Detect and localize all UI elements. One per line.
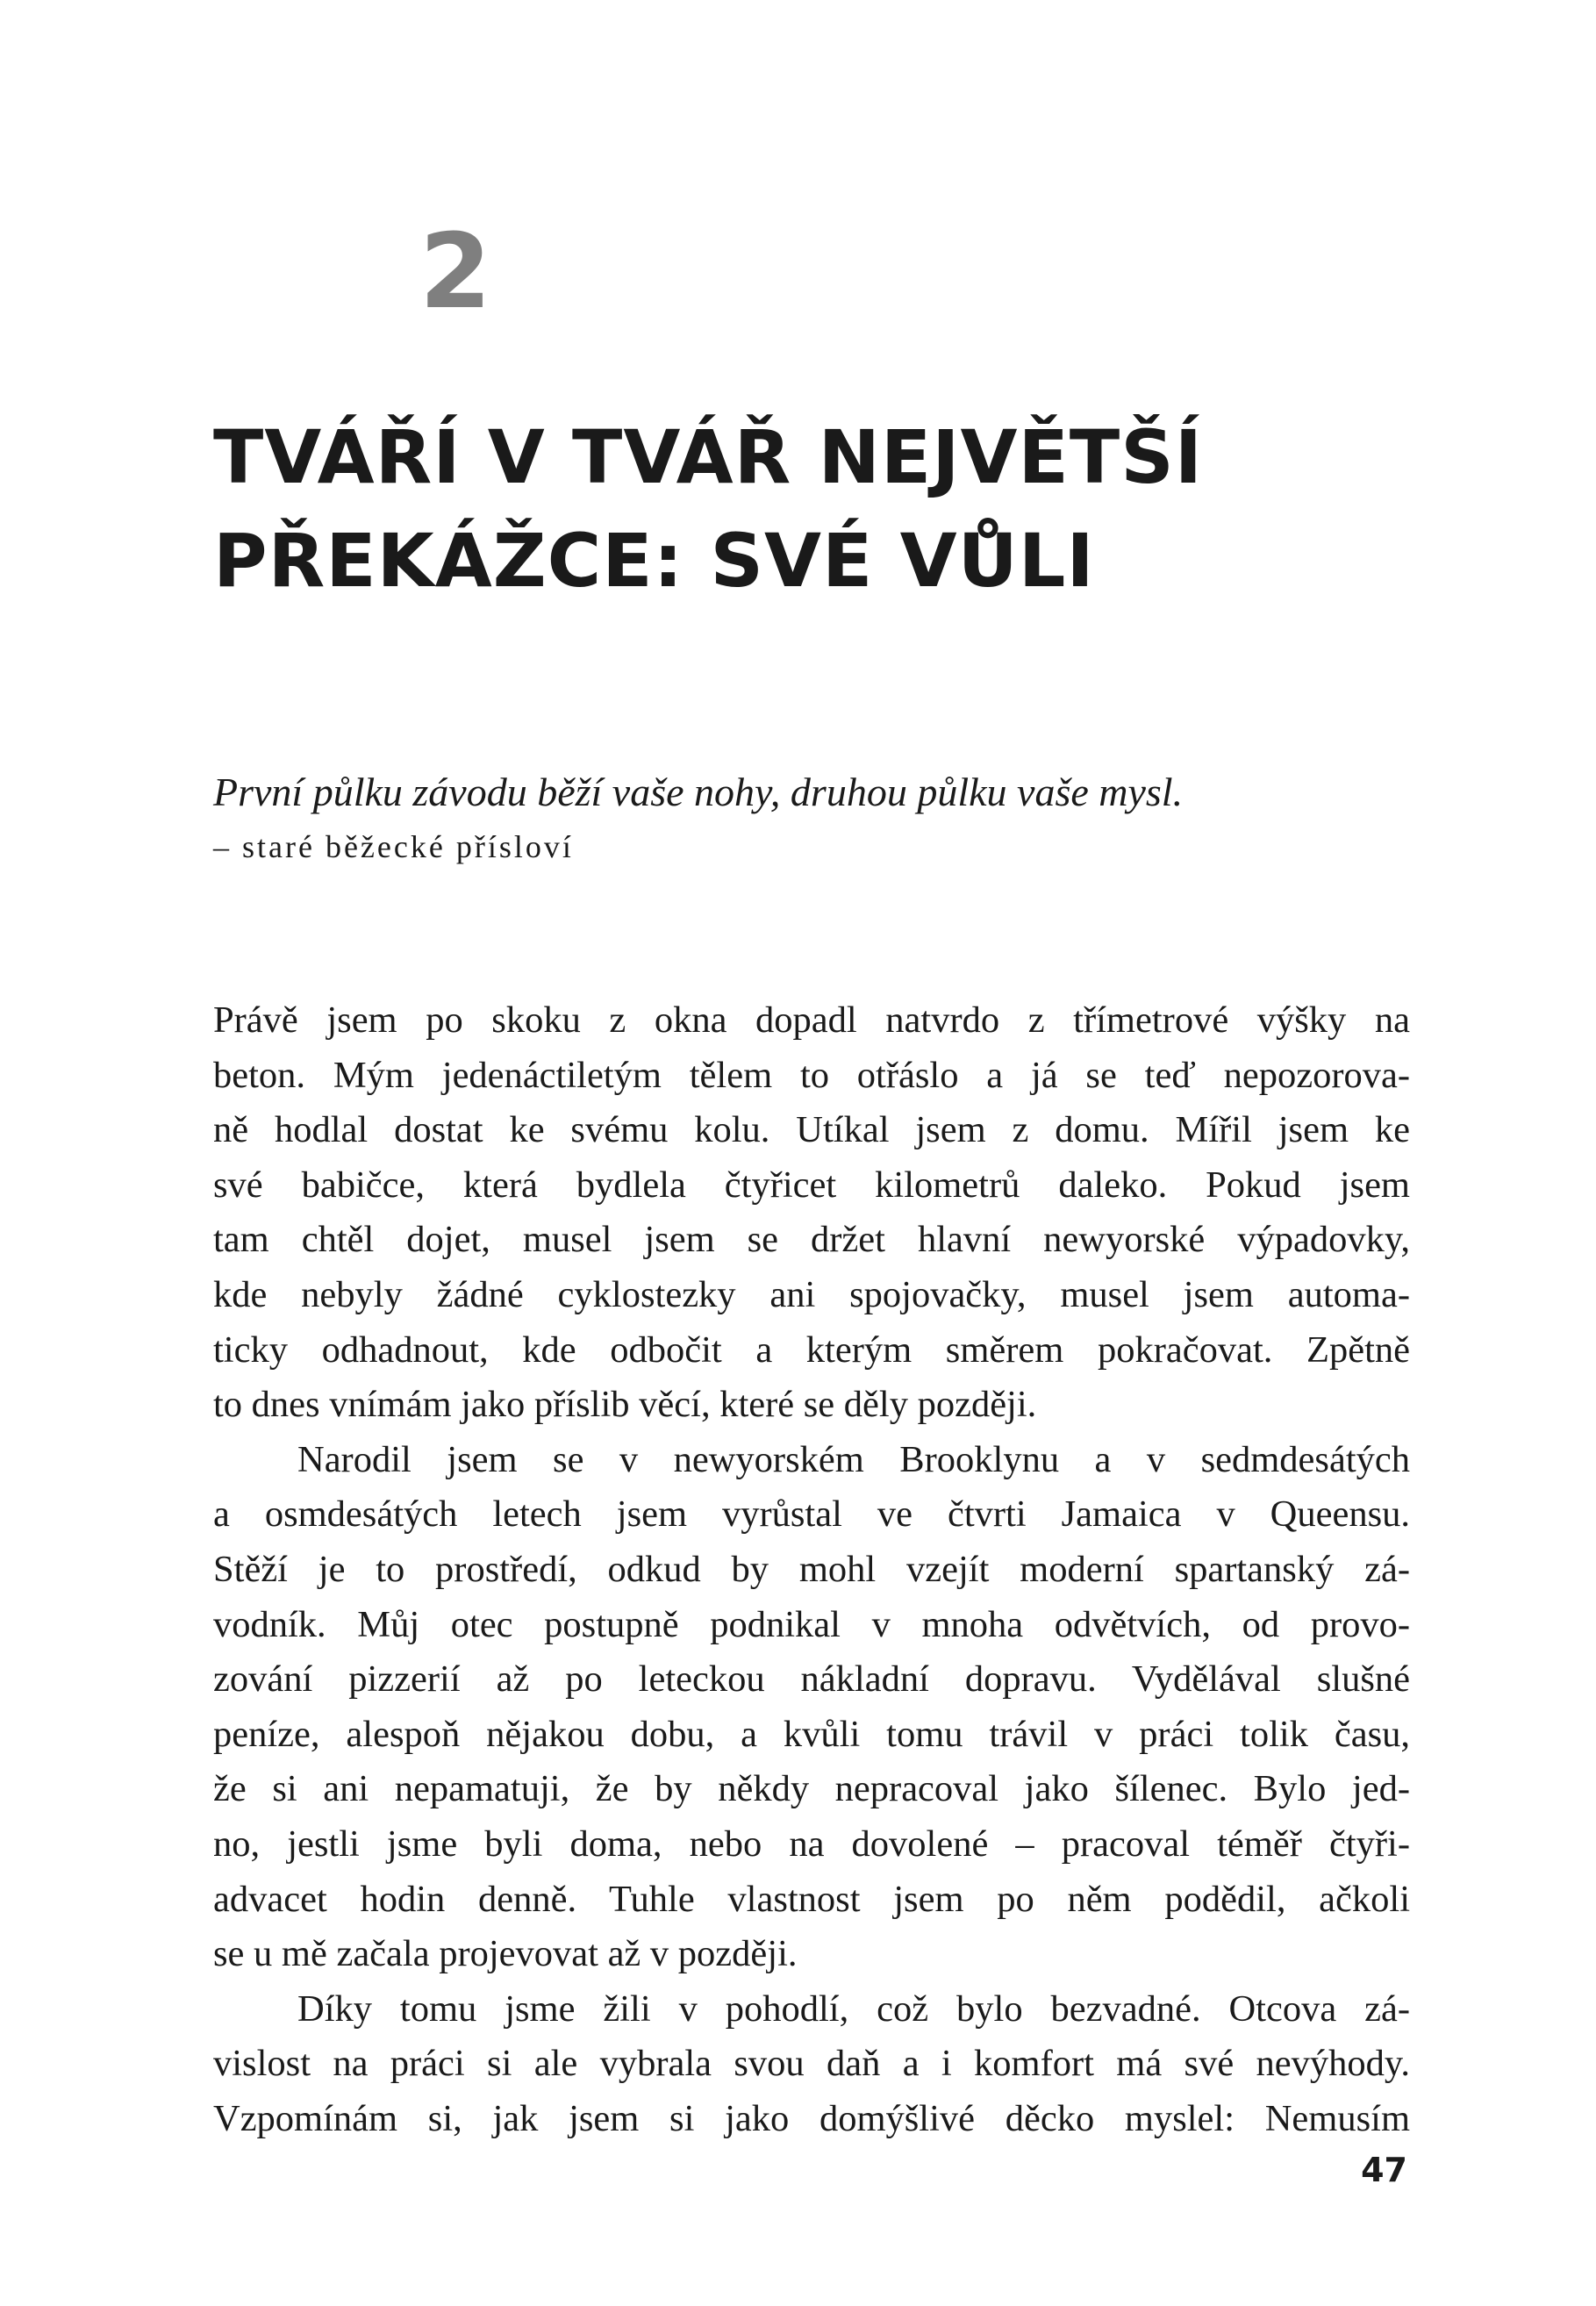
text-line: tam chtěl dojet, musel jsem se držet hlavní newyorské výpadovky, (213, 1219, 1410, 1261)
page-number: 47 (1361, 2151, 1407, 2189)
paragraph-3 (213, 1982, 1410, 2147)
text-line: se u mě začala projevovat až v později. (213, 1933, 798, 1975)
text-line: ticky odhadnout, kde odbočit a kterým směrem pokračovat. Zpětně (213, 1328, 1410, 1371)
text-line: Díky tomu jsme žili v pohodlí, což bylo bezvadné. Otcova zá- (297, 1987, 1410, 2030)
text-line: Stěží je to prostředí, odkud by mohl vzejít moderní spartanský zá- (213, 1548, 1410, 1590)
text-line: ně hodlal dostat ke svému kolu. Utíkal jsem z domu. Mířil jsem ke (213, 1109, 1410, 1151)
text-line: zování pizzerií až po leteckou nákladní dopravu. Vydělával slušné (213, 1658, 1410, 1701)
text-line: vodník. Můj otec postupně podnikal v mnoha odvětvích, od provo- (213, 1603, 1410, 1645)
text-line: Narodil jsem se v newyorském Brooklynu a v sedmdesátých (297, 1438, 1410, 1480)
chapter-number: 2 (419, 211, 492, 332)
text-line: vislost na práci si ale vybrala svou daň a i komfort má své nevýhody. (213, 2043, 1410, 2085)
text-line: že si ani nepamatuji, že by někdy nepracoval jako šílenec. Bylo jed- (213, 1768, 1410, 1810)
body-text (213, 993, 1410, 2146)
text-line: své babičce, která bydlela čtyřicet kilometrů daleko. Pokud jsem (213, 1164, 1410, 1206)
text-line: Právě jsem po skoku z okna dopadl natvrdo z třímetrové výšky na (213, 999, 1410, 1041)
text-line: kde nebyly žádné cyklostezky ani spojovačky, musel jsem automa- (213, 1273, 1410, 1315)
chapter-title-line-1: TVÁŘÍ V TVÁŘ NEJVĚTŠÍ (213, 414, 1203, 500)
text-line: advacet hodin denně. Tuhle vlastnost jsem po něm podědil, ačkoli (213, 1878, 1410, 1920)
chapter-title (213, 405, 1442, 612)
text-line: beton. Mým jedenáctiletým tělem to otřáslo a já se teď nepozorova- (213, 1054, 1410, 1096)
epigraph-source: – staré běžecké přísloví (213, 829, 574, 864)
chapter-title-line-2: PŘEKÁŽCE: SVÉ VŮLI (213, 518, 1095, 604)
text-line: no, jestli jsme byli doma, nebo na dovolené – pracoval téměř čtyři- (213, 1823, 1410, 1865)
text-line: Vzpomínám si, jak jsem si jako domýšlivé děcko myslel: Nemusím (213, 2097, 1410, 2139)
text-line: to dnes vnímám jako příslib věcí, které se děly později. (213, 1384, 1037, 1426)
text-line: a osmdesátých letech jsem vyrůstal ve čtvrti Jamaica v Queensu. (213, 1493, 1410, 1536)
text-line: peníze, alespoň nějakou dobu, a kvůli tomu trávil v práci tolik času, (213, 1713, 1410, 1755)
paragraph-2 (213, 1433, 1410, 1982)
epigraph-quote: První půlku závodu běží vaše nohy, druhou půlku vaše mysl. (213, 770, 1184, 814)
paragraph-1 (213, 993, 1410, 1433)
epigraph (213, 766, 1424, 871)
